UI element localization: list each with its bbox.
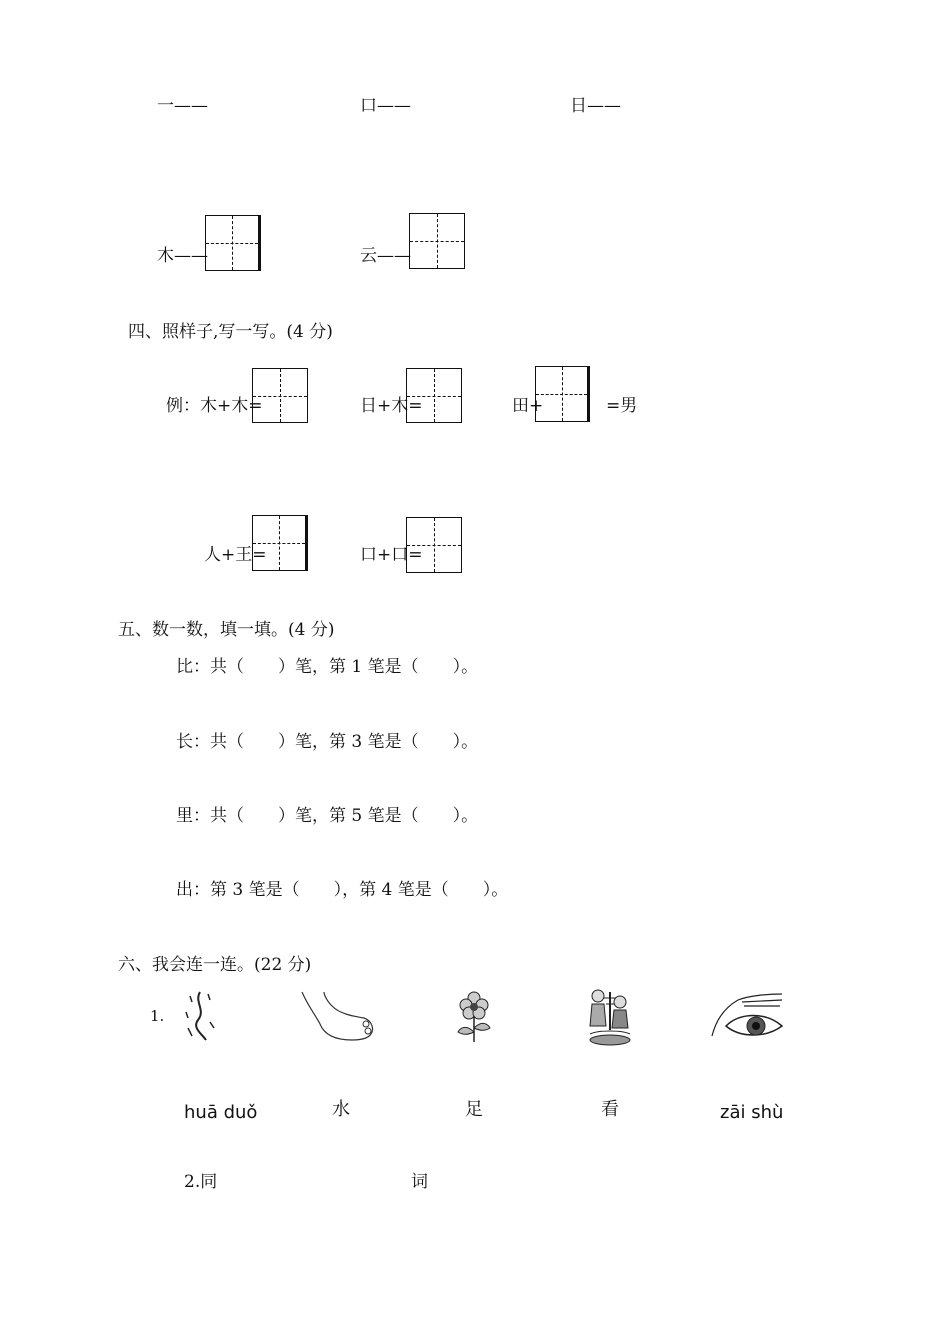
char-ri: 日—— — [570, 96, 621, 116]
writing-grid-ren-wang[interactable] — [252, 515, 308, 571]
stroke-count-line-li: 里：共（ ）笔，第 5 笔是（ ）。 — [176, 806, 479, 826]
word-zu[interactable]: 足 — [465, 1099, 483, 1120]
q2-label: 2.同 — [184, 1172, 218, 1192]
water-picture — [180, 988, 220, 1044]
word-shui[interactable]: 水 — [332, 1099, 350, 1120]
item-ren-wang-label: 人+王= — [204, 545, 267, 565]
planting-picture — [582, 986, 638, 1048]
example-label: 例：木+木= — [166, 396, 263, 416]
item-tian-suffix: =男 — [606, 396, 638, 416]
section4-heading: 四、照样子,写一写。(4 分) — [128, 322, 333, 342]
word-hua-duo[interactable]: huā duǒ — [184, 1102, 258, 1123]
writing-grid-ri-mu[interactable] — [406, 368, 462, 423]
foot-picture — [296, 990, 378, 1044]
flower-picture — [454, 988, 494, 1044]
eye-picture — [708, 990, 786, 1044]
item-ri-mu-label: 日+木= — [360, 396, 423, 416]
char-mu: 木—— — [157, 246, 208, 266]
q1-label: 1. — [150, 1007, 165, 1025]
char-yi: 一—— — [157, 96, 208, 116]
writing-grid-example[interactable] — [252, 368, 308, 423]
writing-grid-tian[interactable] — [535, 366, 590, 422]
writing-grid-kou-kou[interactable] — [406, 517, 462, 573]
stroke-count-line-bi: 比：共（ ）笔，第 1 笔是（ ）。 — [176, 657, 479, 677]
q2-word-ci: 词 — [411, 1172, 428, 1192]
word-zai-shu[interactable]: zāi shù — [720, 1102, 784, 1123]
stroke-count-line-chu: 出：第 3 笔是（ ），第 4 笔是（ ）。 — [176, 880, 509, 900]
item-kou-kou-label: 口+口= — [360, 545, 423, 565]
word-kan[interactable]: 看 — [601, 1099, 619, 1120]
section5-heading: 五、数一数，填一填。(4 分) — [118, 620, 335, 640]
writing-grid-mu[interactable] — [205, 215, 261, 271]
stroke-count-line-chang: 长：共（ ）笔，第 3 笔是（ ）。 — [176, 732, 479, 752]
char-yun: 云—— — [360, 246, 411, 266]
writing-grid-yun[interactable] — [409, 213, 465, 269]
item-tian-label: 田+ — [512, 396, 544, 416]
section6-heading: 六、我会连一连。(22 分) — [118, 955, 312, 975]
char-kou: 口—— — [360, 96, 411, 116]
